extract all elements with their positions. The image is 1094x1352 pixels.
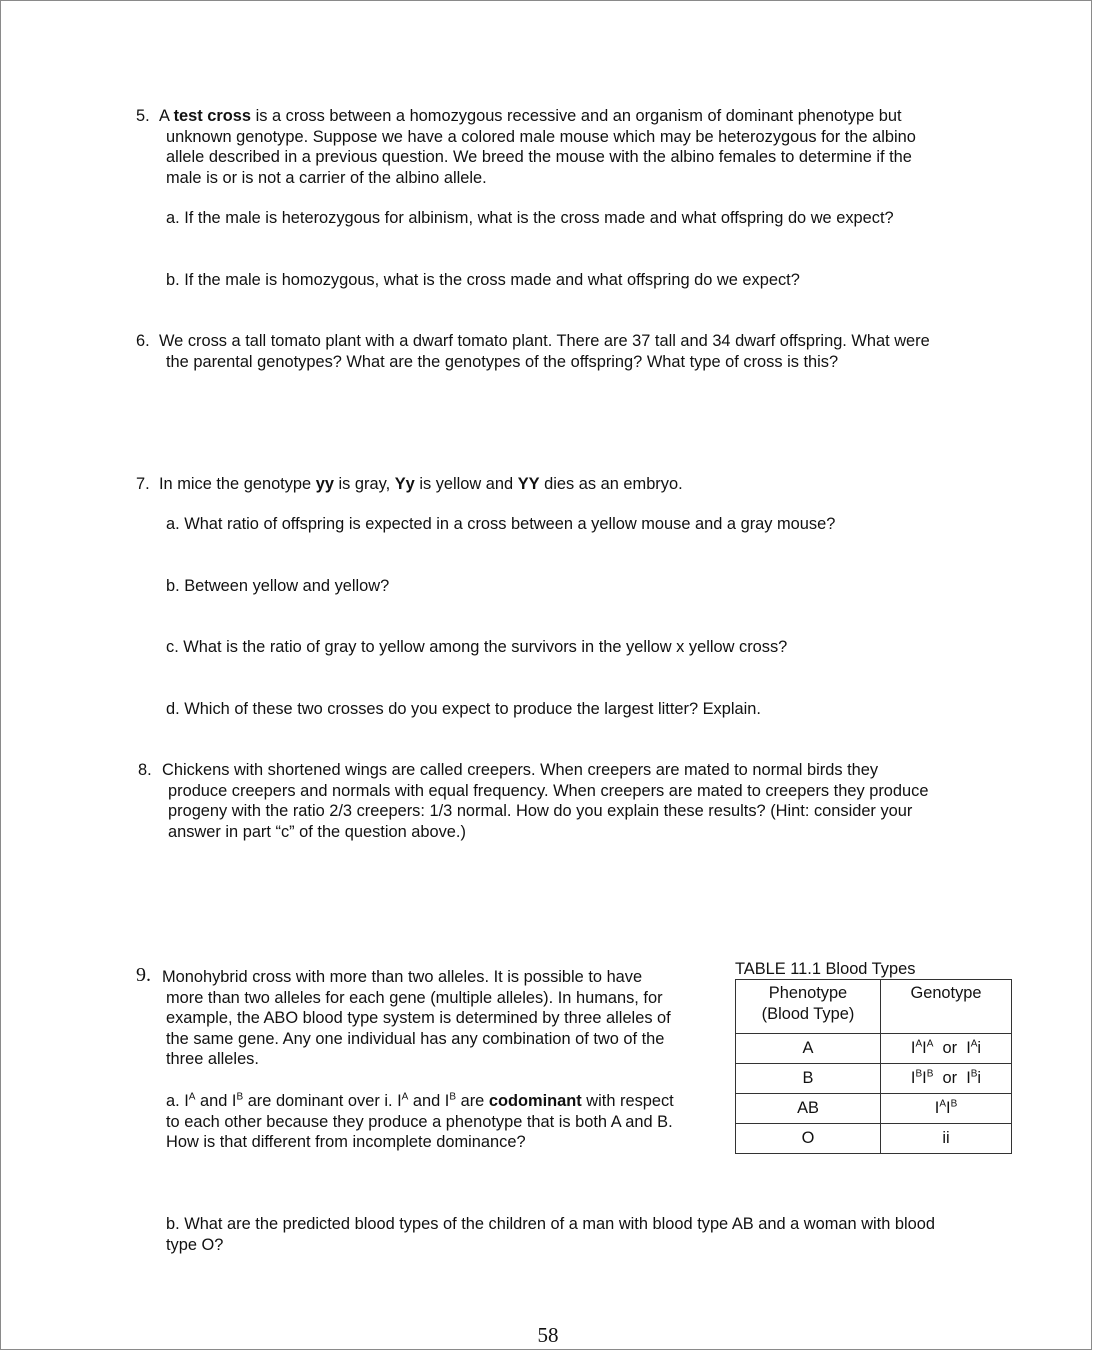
question-9a-line-2: to each other because they produce a phenotype that is both A and B. (166, 1112, 673, 1131)
question-9b (166, 1214, 1066, 1255)
question-5-line-4: male is or is not a carrier of the albino allele. (166, 168, 487, 187)
question-9a-line-1: a. $I^A$ and $I^B$ are dominant over i. $I^A$ and $I^B$ are codominant with respect (166, 1091, 674, 1110)
question-9b-line-2: type O? (166, 1235, 224, 1254)
page-number: 58 (537, 1323, 559, 1347)
question-number: 6. (136, 332, 150, 350)
phenotype-cell: O (736, 1124, 881, 1154)
table-header-row (736, 980, 1012, 1034)
question-number: 9. (136, 964, 151, 986)
table-row (736, 1094, 1012, 1124)
question-7c: c. What is the ratio of gray to yellow among the survivors in the yellow x yellow cross? (166, 638, 788, 656)
blood-types-table (735, 979, 1012, 1154)
question-5-line-1: A test cross is a cross between a homozygous recessive and an organism of dominant phenotype but (159, 107, 902, 125)
question-number: 7. (136, 475, 150, 493)
question-9-line-1: Monohybrid cross with more than two alleles. It is possible to have (162, 968, 643, 986)
phenotype-cell: AB (736, 1094, 881, 1124)
question-9a (166, 1091, 736, 1153)
genotype-cell: $I^AI^B$ (881, 1094, 1012, 1124)
question-9b-line-1: b. What are the predicted blood types of the children of a man with blood type AB and a woman with blood (166, 1215, 936, 1233)
genotype-cell: ii (881, 1124, 1012, 1154)
question-8-line-1: Chickens with shortened wings are called creepers. When creepers are mated to normal birds they (162, 761, 879, 779)
question-9-line-3: example, the ABO blood type system is determined by three alleles of (166, 1009, 671, 1027)
question-5-line-2: unknown genotype. Suppose we have a colored male mouse which may be heterozygous for the albino (166, 127, 916, 146)
question-number: 8. (138, 761, 152, 779)
genotype-cell: $I^BI^B$ or $I^Bi$ (881, 1064, 1012, 1094)
question-9-line-5: three alleles. (166, 1050, 259, 1068)
question-9-line-2: more than two alleles for each gene (multiple alleles). In humans, for (166, 988, 663, 1007)
question-8-line-4: answer in part “c” of the question above.) (168, 822, 466, 841)
header-genotype: Genotype (881, 980, 1012, 1034)
genotype-cell: $I^AI^A$ or $I^Ai$ (881, 1034, 1012, 1064)
question-9a-line-3: How is that different from incomplete dominance? (166, 1133, 526, 1151)
table-row (736, 1034, 1012, 1064)
question-5-line-3: allele described in a previous question. We breed the mouse with the albino females to determine if the (166, 148, 912, 166)
phenotype-cell: B (736, 1064, 881, 1094)
test-cross-term: test cross (173, 107, 252, 125)
question-8-line-3: progeny with the ratio 2/3 creepers: 1/3 normal. How do you explain these results? (Hint: consider your (168, 802, 913, 820)
question-7b: b. Between yellow and yellow? (166, 577, 390, 595)
question-8 (138, 760, 1038, 842)
question-9 (136, 964, 736, 1070)
table-row (736, 1124, 1012, 1154)
table-caption: TABLE 11.1 Blood Types (735, 960, 916, 978)
codominant-term: codominant (488, 1092, 582, 1110)
question-6 (136, 331, 1036, 372)
question-6-line-2: the parental genotypes? What are the genotypes of the offspring? What type of cross is this? (166, 352, 839, 371)
question-7-line-1: In mice the genotype yy is gray, Yy is yellow and YY dies as an embryo. (159, 475, 683, 493)
table-row (736, 1064, 1012, 1094)
question-6-line-1: We cross a tall tomato plant with a dwarf tomato plant. There are 37 tall and 34 dwarf offspring. What were (159, 332, 930, 350)
header-phenotype: Phenotype (Blood Type) (736, 980, 881, 1034)
question-number: 5. (136, 107, 150, 125)
question-7 (136, 474, 1036, 495)
question-5b: b. If the male is homozygous, what is the cross made and what offspring do we expect? (166, 271, 800, 289)
question-5a: a. If the male is heterozygous for albinism, what is the cross made and what offspring do we expect? (166, 209, 894, 227)
question-5 (136, 106, 1036, 188)
phenotype-cell: A (736, 1034, 881, 1064)
question-7a: a. What ratio of offspring is expected in a cross between a yellow mouse and a gray mouse? (166, 515, 836, 533)
question-8-line-2: produce creepers and normals with equal frequency. When creepers are mated to creepers they produce (168, 781, 929, 800)
question-9-line-4: the same gene. Any one individual has any combination of two of the (166, 1029, 665, 1048)
question-7d: d. Which of these two crosses do you expect to produce the largest litter? Explain. (166, 700, 761, 718)
